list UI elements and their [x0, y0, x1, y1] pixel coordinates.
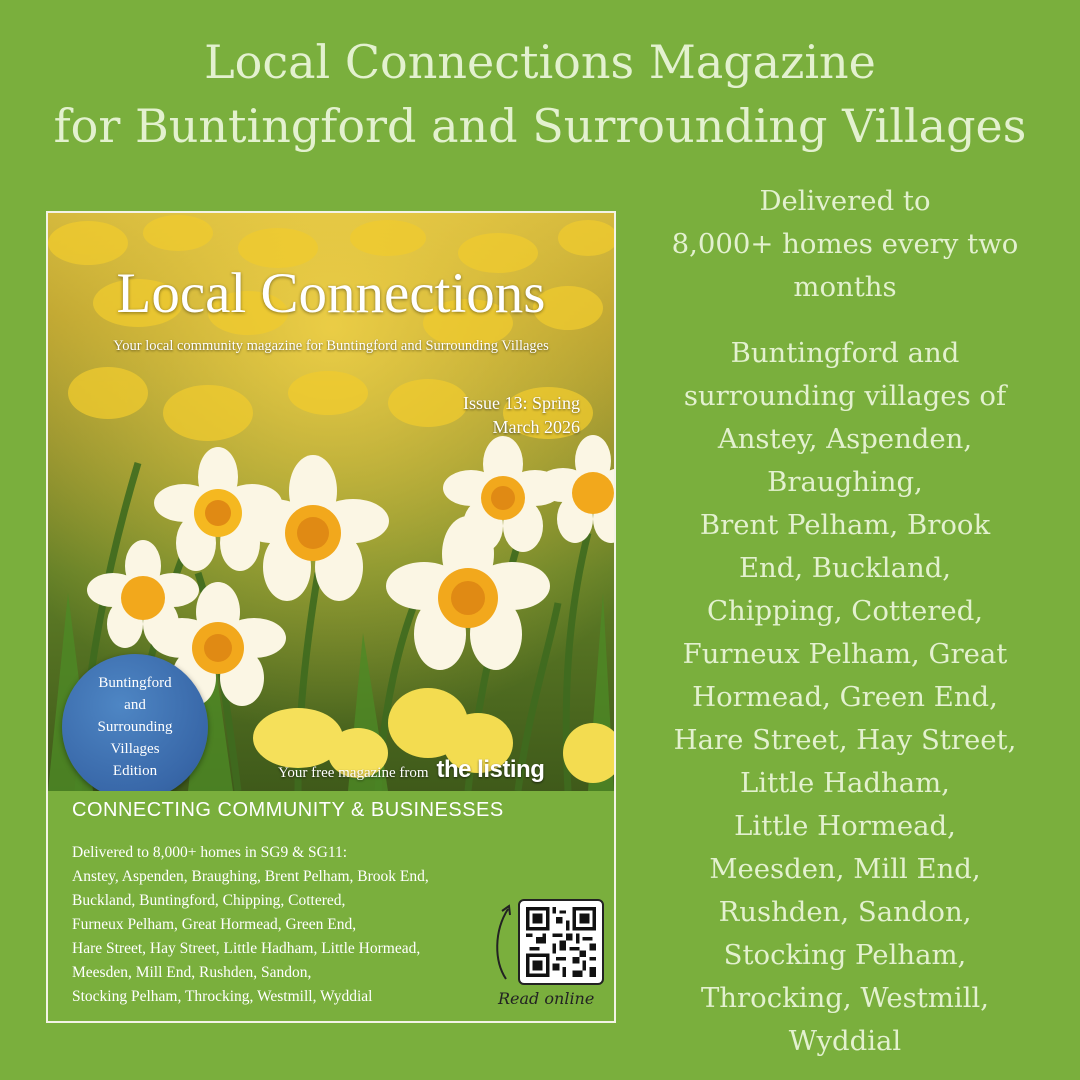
village-line: Buntingford and [730, 337, 960, 369]
delivery-line: Stocking Pelham, Throcking, Westmill, Wyddial [72, 988, 373, 1005]
village-line: Hormead, Green End, [692, 681, 998, 713]
village-line: Furneux Pelham, Great [682, 638, 1008, 670]
village-line: Anstey, Aspenden, [717, 423, 973, 455]
village-line: Brent Pelham, Brook [699, 509, 991, 541]
connecting-heading: CONNECTING COMMUNITY & BUSINESSES [72, 799, 504, 821]
delivered-line: months [793, 271, 897, 303]
village-line: Braughing, [767, 466, 923, 498]
curved-arrow-icon [492, 901, 516, 981]
magazine-cover [46, 211, 616, 1023]
delivery-line: Delivered to 8,000+ homes in SG9 & SG11: [72, 844, 348, 861]
daffodil-photo [48, 213, 614, 791]
cover-info-band [48, 791, 614, 1021]
cover-title: Local Connections [116, 262, 546, 325]
badge-line: Buntingford [98, 675, 172, 691]
village-line: Chipping, Cottered, [706, 595, 984, 627]
headline-line-2: for Buntingford and Surrounding Villages [53, 99, 1027, 153]
village-line: Throcking, Westmill, [700, 982, 990, 1014]
edition-badge [62, 654, 208, 791]
delivered-line: Delivered to [759, 185, 931, 217]
delivery-line: Anstey, Aspenden, Braughing, Brent Pelham, Brook End, [72, 868, 429, 885]
badge-line: and [124, 697, 146, 713]
villages-list [640, 332, 1050, 1063]
free-magazine-tagline [278, 756, 544, 784]
delivered-info [640, 180, 1050, 309]
badge-line: Villages [110, 741, 160, 757]
issue-date: March 2026 [492, 417, 580, 437]
delivered-line: 8,000+ homes every two [671, 228, 1019, 260]
village-line: Wyddial [788, 1025, 902, 1057]
the-listing-logo: the listing [436, 756, 545, 783]
qr-code-icon [526, 907, 596, 977]
delivery-line: Buckland, Buntingford, Chipping, Cottered, [72, 892, 346, 909]
village-line: Meesden, Mill End, [709, 853, 981, 885]
cover-delivery-list [72, 841, 512, 1009]
village-line: Rushden, Sandon, [718, 896, 972, 928]
badge-line: Edition [112, 763, 158, 779]
delivery-line: Hare Street, Hay Street, Little Hadham, Little Hormead, [72, 940, 421, 957]
badge-line: Surrounding [97, 719, 173, 735]
village-line: Hare Street, Hay Street, [673, 724, 1017, 756]
page-headline [0, 30, 1080, 158]
issue-number: Issue 13: Spring [463, 393, 580, 413]
village-line: Little Hormead, [734, 810, 956, 842]
tagline-text: Your free magazine from [278, 765, 429, 781]
village-line: Little Hadham, [740, 767, 950, 799]
village-line: End, Buckland, [738, 552, 952, 584]
cover-subtitle: Your local community magazine for Buntingford and Surrounding Villages [113, 338, 549, 354]
delivery-line: Furneux Pelham, Great Hormead, Green End, [72, 916, 357, 933]
village-line: Stocking Pelham, [723, 939, 967, 971]
read-online-link[interactable]: Read online [498, 989, 595, 1008]
qr-code[interactable] [518, 899, 604, 985]
headline-line-1: Local Connections Magazine [204, 35, 876, 89]
issue-info [463, 391, 580, 439]
village-line: surrounding villages of [683, 380, 1007, 412]
delivery-line: Meesden, Mill End, Rushden, Sandon, [72, 964, 312, 981]
